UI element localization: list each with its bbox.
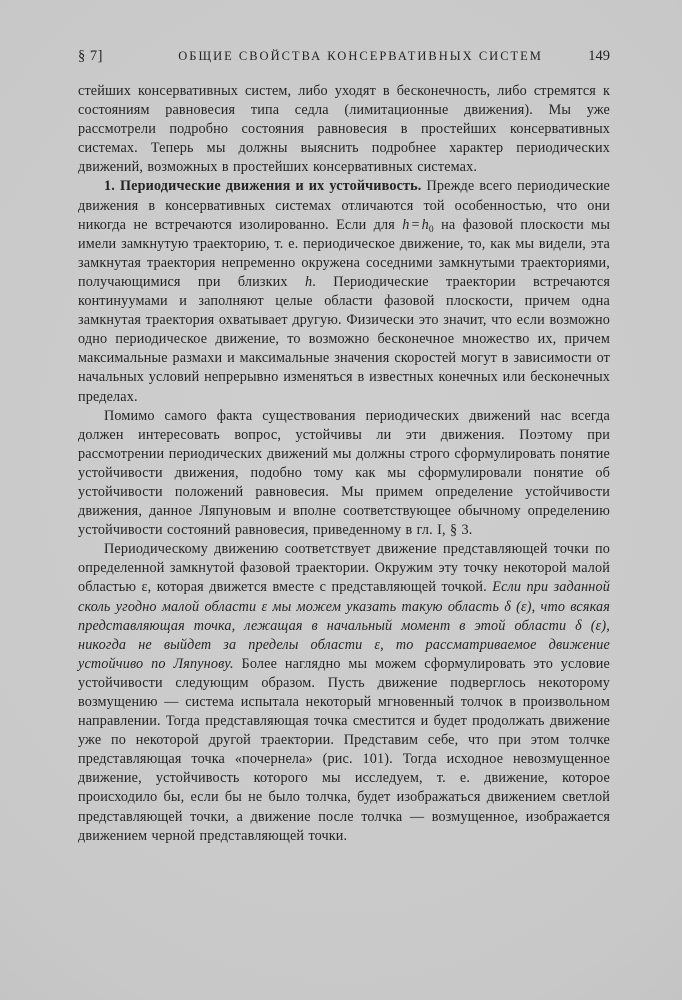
paragraph-text: . Периодические траектории встречаются континуумами и заполняют целые области фазовой плоскости, причем одна замкнутая траектория охватывает другую. Физически это значит, что если возможно одно периодическое движение, то возможно бесконечное множество их, причем максимальные размахи и максимальные значения скоростей могут в зависимости от начальных условий непрерывно изменяться в известных конечных или бесконечных пределах. (78, 273, 610, 405)
page-number: 149 (588, 48, 610, 64)
body-text (78, 82, 610, 846)
formula-variable-h: h (304, 273, 313, 290)
paragraph-text: на фазовой плоскости мы имели замкнутую траекторию, т. е. периодическое движение, то, как мы видели, эта замкнутая траектория непременно окружена соседними замкнутыми траекториями, получающимися при близких (78, 216, 610, 290)
run-in-heading: 1. Периодические движения и их устойчивость. (104, 178, 422, 195)
section-mark: § 7] (78, 48, 103, 64)
formula-subscript: 0 (428, 224, 434, 235)
paragraph-periodic-motions (78, 177, 610, 406)
paragraph-lyapunov-definition (78, 540, 610, 846)
paragraph-text: Периодическому движению соответствует движение представляющей точки по определенной замкнутой фазовой траектории. Окружим эту точку некоторой малой областью ε, которая движется вместе с представляющей точкой. (78, 541, 610, 596)
lyapunov-stability-definition-italic: Если при заданной сколь угодно малой области ε мы можем указать такую область δ (ε), что всякая представляющая точка, лежащая в начальный момент в этой области δ (ε), никогда не выйдет за пределы области ε, то рассматриваемое движение устойчиво по Ляпунову. (78, 579, 610, 672)
page-header (78, 48, 610, 65)
paragraph-text: стейших консервативных систем, либо уходят в бесконечность, либо стремятся к состояниям равновесия типа седла (лимитационные движения). Мы уже рассмотрели подробно состояния равновесия в простейших консервативных системах. Теперь мы должны выяснить подробнее характер периодических движений, возможных в простейших консервативных системах. (78, 83, 610, 176)
paragraph-stability-question (78, 407, 610, 541)
inline-formula-h-equals-h0 (402, 217, 434, 233)
paragraph-text: Прежде всего периодические движения в консервативных системах отличаются той особенностью, что они никогда не встречаются изолированно. Если для (78, 178, 611, 233)
paragraph-text: Более наглядно мы можем сформулировать это условие устойчивости следующим образом. Пусть движение подверглось некоторому возмущению — система испытала некоторый мгновенный толчок в произвольном направлении. Тогда представляющая точка сместится и будет продолжать движение уже по некоторой другой траектории. Представим себе, что при этом толчке представляющая точка «почернела» (рис. 101). Тогда исходное невозмущенное движение, устойчивость которого мы исследуем, т. е. движение, которое происходило бы, если бы не было толчка, будет изображаться движением светлой представляющей точки, а движение после толчка — возмущенное, изображается движением черной представляющей точки. (78, 655, 610, 844)
equals-sign: = (411, 216, 420, 233)
running-head: ОБЩИЕ СВОЙСТВА КОНСЕРВАТИВНЫХ СИСТЕМ (178, 49, 543, 63)
paragraph-text: Помимо самого факта существования периодических движений нас всегда должен интересовать вопрос, устойчивы ли эти движения. Поэтому при рассмотрении периодических движений мы должны строго сформулировать понятие устойчивости движения, подобно тому как мы сформулировали понятие об устойчивости положений равновесия. Мы примем определение устойчивости движения, данное Ляпуновым и вполне соответствующее обычному определению устойчивости состояний равновесия, приведенному в гл. I, § 3. (78, 407, 610, 539)
formula-variable: h (402, 216, 410, 233)
formula-variable: h (421, 216, 429, 233)
paragraph-continuation (78, 82, 610, 177)
